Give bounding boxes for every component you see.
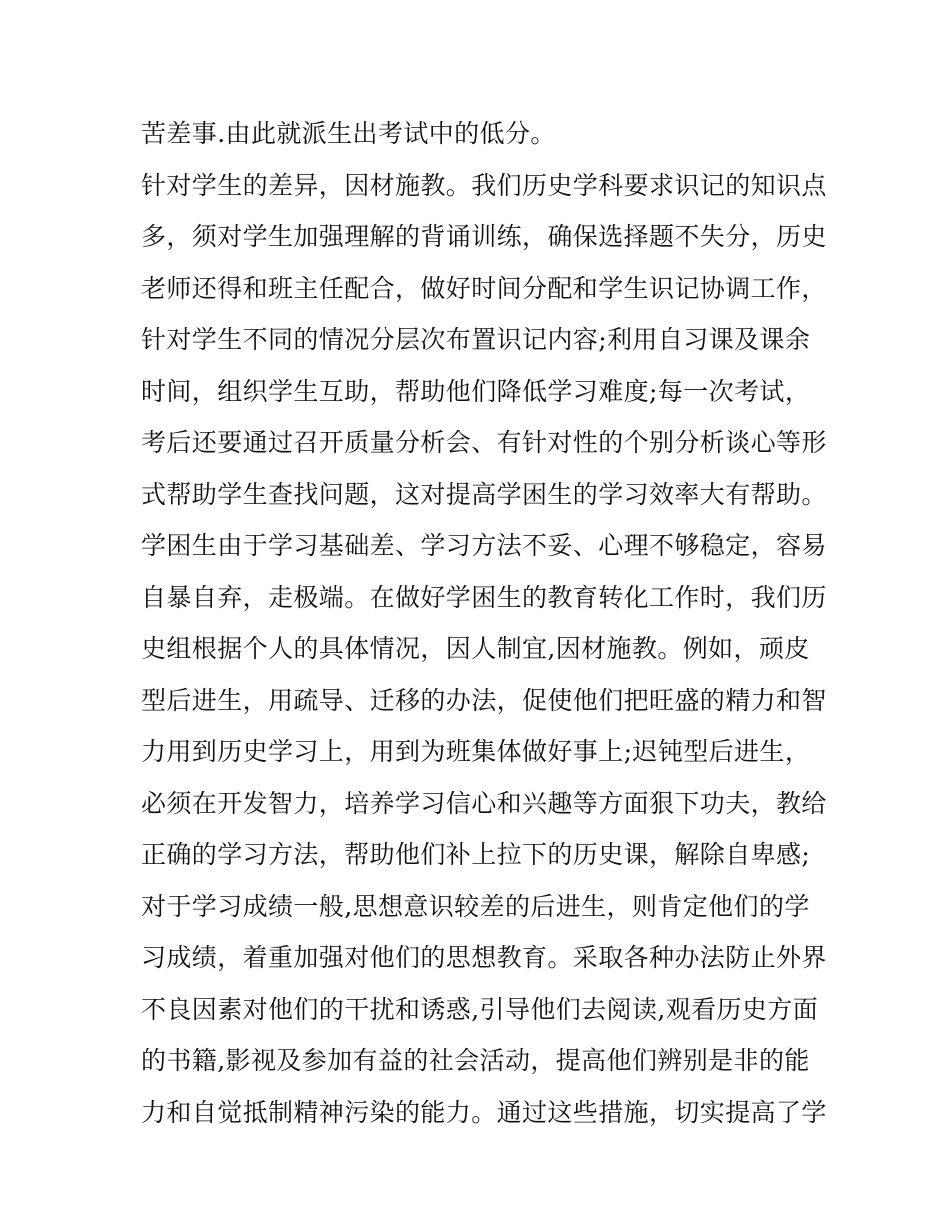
text-line: 力和自觉抵制精神污染的能力。通过这些措施，切实提高了学 bbox=[141, 1097, 827, 1127]
text-line: 不良因素对他们的干扰和诱惑,引导他们去阅读,观看历史方面 bbox=[141, 994, 819, 1024]
text-line: 时间，组织学生互助，帮助他们降低学习难度;每一次考试， bbox=[141, 376, 811, 406]
body-text bbox=[141, 108, 827, 1138]
text-line: 必须在开发智力，培养学习信心和兴趣等方面狠下功夫，教给 bbox=[141, 788, 827, 818]
text-line: 型后进生，用疏导、迁移的办法，促使他们把旺盛的精力和智 bbox=[141, 685, 827, 715]
text-line: 习成绩，着重加强对他们的思想教育。采取各种办法防止外界 bbox=[141, 943, 827, 972]
text-line: 式帮助学生查找问题，这对提高学困生的学习效率大有帮助。 bbox=[141, 479, 827, 509]
text-line: 苦差事.由此就派生出考试中的低分。 bbox=[141, 119, 556, 148]
text-line: 针对学生的差异，因材施教。我们历史学科要求识记的知识点 bbox=[141, 170, 827, 200]
text-line: 史组根据个人的具体情况，因人制宜,因材施教。例如，顽皮 bbox=[141, 634, 810, 663]
text-line: 老师还得和班主任配合，做好时间分配和学生识记协调工作， bbox=[141, 273, 827, 303]
text-line: 的书籍,影视及参加有益的社会活动，提高他们辨别是非的能 bbox=[141, 1046, 810, 1075]
text-line: 对于学习成绩一般,思想意识较差的后进生，则肯定他们的学 bbox=[141, 891, 810, 921]
text-line: 力用到历史学习上，用到为班集体做好事上;迟钝型后进生， bbox=[141, 737, 811, 766]
text-line: 学困生由于学习基础差、学习方法不妥、心理不够稳定，容易 bbox=[141, 531, 827, 560]
text-line: 多，须对学生加强理解的背诵训练，确保选择题不失分，历史 bbox=[141, 222, 827, 251]
text-line: 针对学生不同的情况分层次布置识记内容;利用自习课及课余 bbox=[141, 325, 811, 354]
text-line: 自暴自弃，走极端。在做好学困生的教育转化工作时，我们历 bbox=[141, 582, 827, 612]
text-line: 考后还要通过召开质量分析会、有针对性的个别分析谈心等形 bbox=[141, 428, 827, 457]
text-line: 正确的学习方法，帮助他们补上拉下的历史课，解除自卑感; bbox=[141, 840, 811, 869]
